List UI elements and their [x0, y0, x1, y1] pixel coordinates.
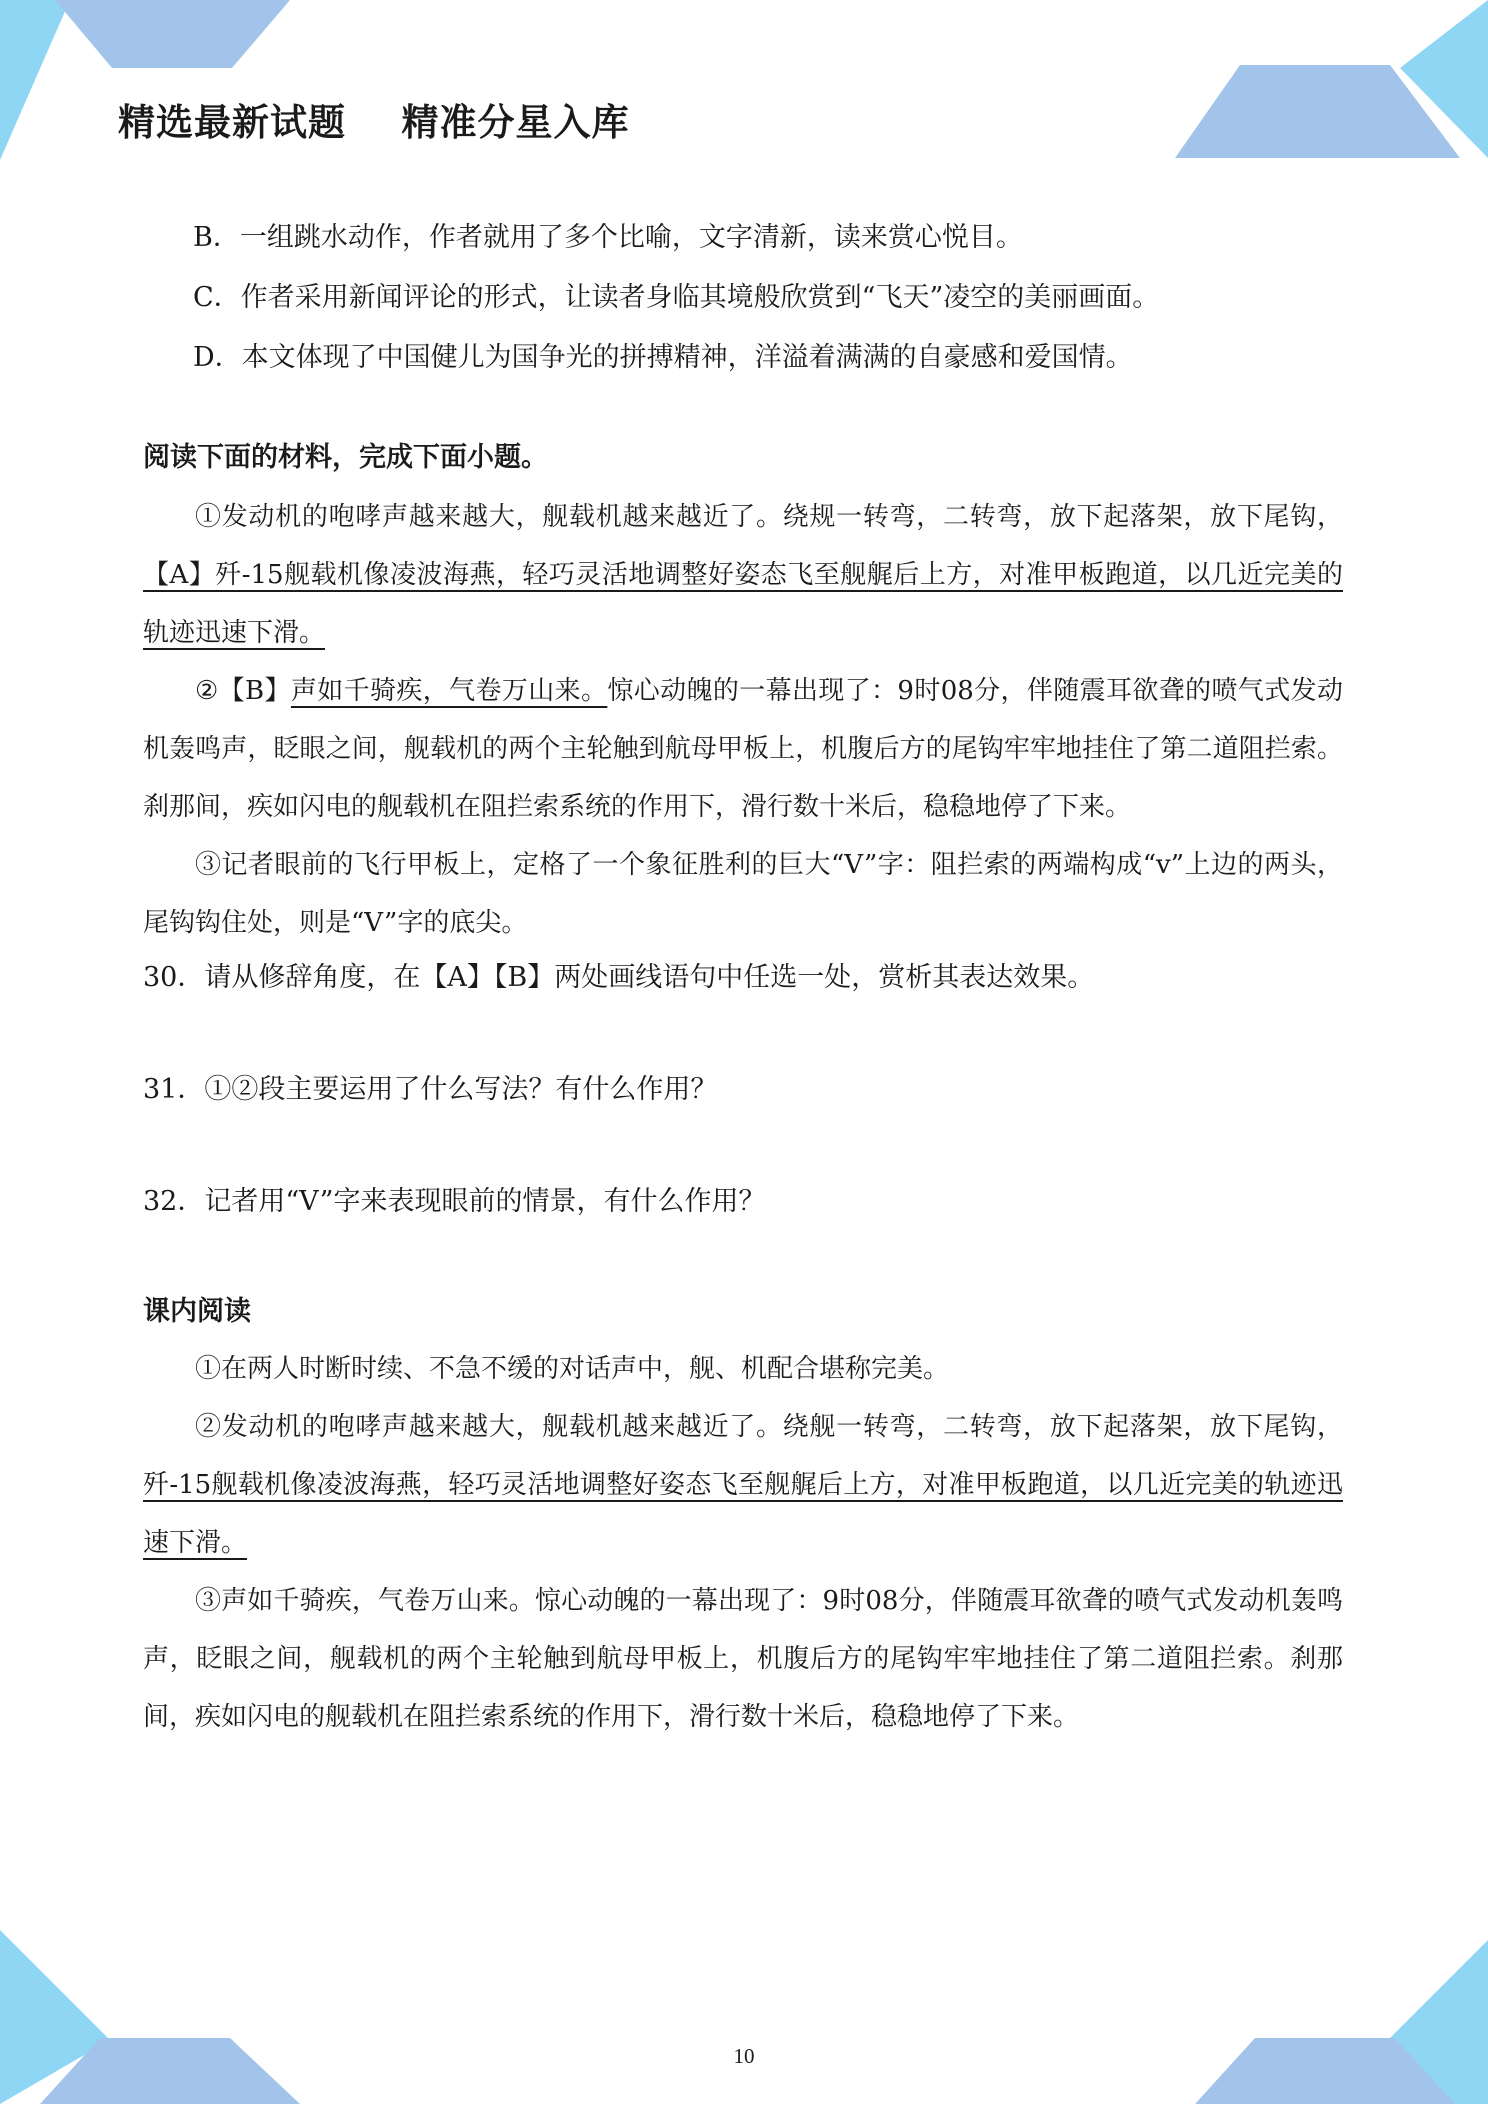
section1-paragraph-2: [143, 662, 1343, 836]
underlined-sentence-a: 【A】歼-15舰载机像凌波海燕，轻巧灵活地调整好姿态飞至舰艉后上方，对准甲板跑道，以几近完美的轨迹迅速下滑。: [143, 560, 1343, 648]
question-30: 30．请从修辞角度，在【A】【B】两处画线语句中任选一处，赏析其表达效果。: [143, 962, 1095, 993]
section2-paragraph-1: ①在两人时断时续、不急不缓的对话声中，舰、机配合堪称完美。: [195, 1354, 950, 1384]
option-c: C．作者采用新闻评论的形式，让读者身临其境般欣赏到“飞天”凌空的美丽画面。: [193, 282, 1160, 313]
option-d: D．本文体现了中国健儿为国争光的拼搏精神，洋溢着满满的自豪感和爱国情。: [193, 342, 1133, 373]
section2-paragraph-2: [143, 1398, 1343, 1572]
p2-marker: ②【B】: [195, 676, 291, 706]
section1-paragraph-1: [143, 488, 1343, 662]
underlined-sentence: 歼-15舰载机像凌波海燕，轻巧灵活地调整好姿态飞至舰艉后上方，对准甲板跑道，以几近完美的轨迹迅速下滑。: [143, 1470, 1343, 1558]
footer-decoration: [0, 1930, 1488, 2104]
page-content: [143, 208, 1343, 1746]
page-number: 10: [733, 2044, 755, 2068]
p2-text: 惊心动魄的一幕出现了：9时08分，伴随震耳欲聋的喷气式发动机轰鸣声，眨眼之间，舰载机的两个主轮触到航母甲板上，机腹后方的尾钩牢牢地挂住了第二道阻拦索。刹那间，疾如闪电的舰载机在阻拦索系统的作用下，滑行数十米后，稳稳地停了下来。: [143, 676, 1343, 822]
question-32: 32．记者用“V”字来表现眼前的情景，有什么作用？: [143, 1186, 766, 1217]
p1-text: ①发动机的咆哮声越来越大，舰载机越来越近了。绕规一转弯，二转弯，放下起落架，放下尾钩，: [195, 502, 1343, 532]
option-b: B．一组跳水动作，作者就用了多个比喻，文字清新，读来赏心悦目。: [193, 222, 1023, 253]
section2-heading: 课内阅读: [143, 1296, 251, 1327]
answer-options: [143, 208, 1343, 388]
s2p2-text: ②发动机的咆哮声越来越大，舰载机越来越近了。绕舰一转弯，二转弯，放下起落架，放下尾钩，: [195, 1412, 1343, 1442]
section2-paragraph-3: ③声如千骑疾，气卷万山来。惊心动魄的一幕出现了：9时08分，伴随震耳欲聋的喷气式发动机轰鸣声，眨眼之间，舰载机的两个主轮触到航母甲板上，机腹后方的尾钩牢牢地挂住了第二道阻拦索。刹那间，疾如闪电的舰载机在阻拦索系统的作用下，滑行数十米后，稳稳地停了下来。: [143, 1586, 1343, 1732]
top-left-trapezoid: [55, 0, 290, 68]
underlined-sentence-b: 声如千骑疾，气卷万山来。: [290, 676, 608, 706]
section1-paragraph-3: ③记者眼前的飞行甲板上，定格了一个象征胜利的巨大“V”字：阻拦索的两端构成“v”上边的两头，尾钩钩住处，则是“V”字的底尖。: [143, 850, 1343, 938]
section1-heading: 阅读下面的材料，完成下面小题。: [143, 442, 548, 473]
question-list: [143, 958, 1343, 1222]
question-31: 31．①②段主要运用了什么写法？有什么作用？: [143, 1074, 718, 1105]
top-left-triangle: [0, 0, 70, 160]
header-title: 精选最新试题 精准分星入库: [118, 101, 630, 144]
